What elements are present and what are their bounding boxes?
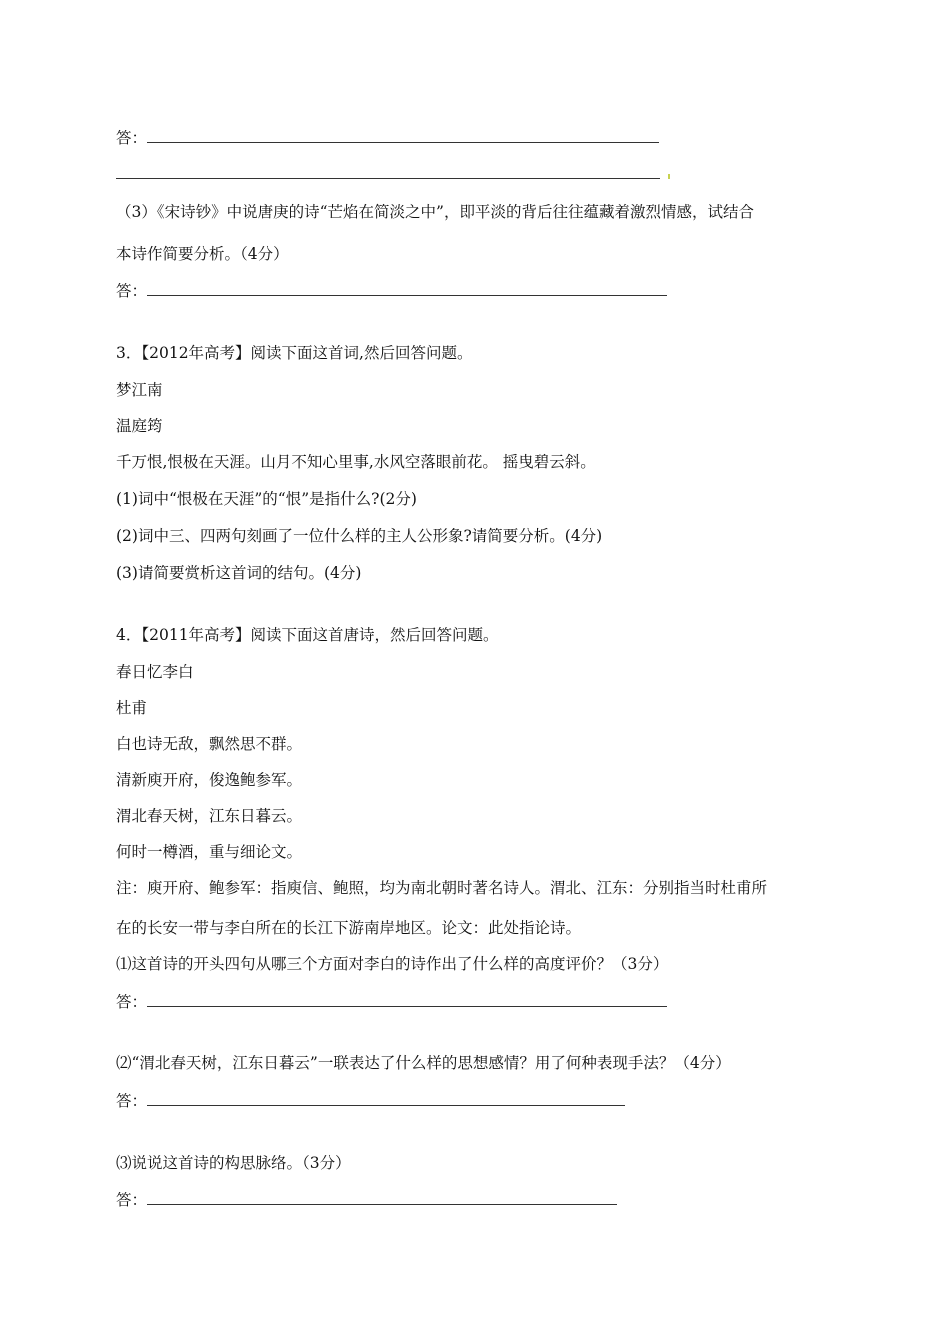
answer-label: 答： [116, 129, 148, 147]
q3-sub1: (1)词中“恨极在天涯”的“恨”是指什么?(2分) [116, 490, 417, 508]
q3-heading: 3．【2012年高考】阅读下面这首词,然后回答问题。 [116, 344, 473, 362]
q4-heading: 4．【2011年高考】阅读下面这首唐诗，然后回答问题。 [116, 626, 499, 644]
q4-sub1: ⑴这首诗的开头四句从哪三个方面对李白的诗作出了什么样的高度评价？（3分） [116, 955, 669, 973]
q3-sub2: (2)词中三、四两句刻画了一位什么样的主人公形象?请简要分析。(4分) [116, 527, 603, 545]
q4-note-line1: 注：庾开府、鲍参军：指庾信、鲍照，均为南北朝时著名诗人。渭北、江东：分别指当时杜甫所 [116, 879, 768, 897]
q3-poem-text: 千万恨,恨极在天涯。山月不知心里事,水风空落眼前花。 摇曳碧云斜。 [116, 453, 596, 471]
answer-blank-continuation[interactable] [116, 178, 660, 179]
q4-poem-line: 渭北春天树，江东日暮云。 [116, 807, 303, 825]
answer-blank[interactable] [147, 1190, 617, 1205]
q2-sub3-line1: （3）《宋诗钞》中说唐庚的诗“芒焰在简淡之中”，即平淡的背后往往蕴藏着激烈情感，试结合 [116, 203, 754, 221]
answer-line-3 [116, 992, 667, 1012]
q3-poem-title: 梦江南 [116, 381, 163, 399]
q3-poem-author: 温庭筠 [116, 417, 163, 435]
answer-line-4 [116, 1091, 625, 1111]
answer-blank[interactable] [147, 992, 667, 1007]
q3-sub3: (3)请简要赏析这首词的结句。(4分) [116, 564, 362, 582]
answer-line-5 [116, 1190, 617, 1210]
answer-blank[interactable] [147, 1091, 625, 1106]
q4-poem-title: 春日忆李白 [116, 663, 194, 681]
q4-poem-author: 杜甫 [116, 699, 148, 717]
q4-sub3: ⑶说说这首诗的构思脉络。（3分） [116, 1154, 351, 1172]
q4-poem-line: 清新庾开府，俊逸鲍参军。 [116, 771, 303, 789]
answer-line-1 [116, 128, 659, 148]
q4-sub2: ⑵“渭北春天树，江东日暮云”一联表达了什么样的思想感情？用了何种表现手法？（4分） [116, 1054, 731, 1072]
answer-blank[interactable] [147, 281, 667, 296]
q4-poem-line: 何时一樽酒，重与细论文。 [116, 843, 303, 861]
answer-label: 答： [116, 1092, 148, 1110]
answer-label: 答： [116, 282, 148, 300]
answer-blank[interactable] [147, 128, 659, 143]
edit-mark [668, 174, 670, 179]
q4-poem-line: 白也诗无敌，飘然思不群。 [116, 735, 303, 753]
answer-label: 答： [116, 1191, 148, 1209]
answer-line-2 [116, 281, 667, 301]
answer-label: 答： [116, 993, 148, 1011]
q4-note-line2: 在的长安一带与李白所在的长江下游南岸地区。论文：此处指论诗。 [116, 919, 582, 937]
q2-sub3-line2: 本诗作简要分析。（4分） [116, 245, 289, 263]
